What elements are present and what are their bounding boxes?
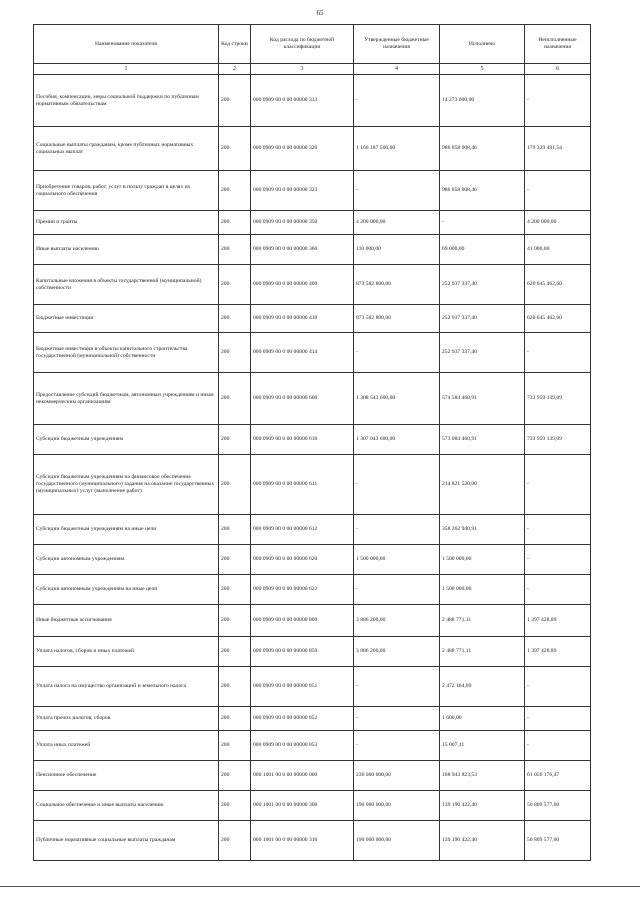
row-unexecuted: 4 200 000,00 <box>525 211 591 235</box>
table-row <box>34 515 591 545</box>
row-executed: 358 262 940,91 <box>440 515 525 545</box>
row-unexecuted: 41 000,00 <box>525 235 591 265</box>
row-name: Социальное обеспечение и иные выплаты населению <box>34 791 219 821</box>
row-approved: - <box>354 575 440 605</box>
row-approved: - <box>354 515 440 545</box>
table-row <box>34 265 591 305</box>
table-row <box>34 171 591 211</box>
row-unexecuted: - <box>525 707 591 731</box>
row-approved: - <box>354 455 440 515</box>
row-approved: 230 000 000,00 <box>354 761 440 791</box>
row-executed: 573 084 460,91 <box>440 425 525 455</box>
table-row <box>34 821 591 861</box>
row-approved: 1 307 043 600,00 <box>354 425 440 455</box>
row-name: Субсидии автономным учреждениям <box>34 545 219 575</box>
row-unexecuted: 620 645 462,60 <box>525 265 591 305</box>
row-budget-code: 000 0909 00 0 00 00000 620 <box>251 545 354 575</box>
row-line-code: 200 <box>219 667 251 707</box>
row-budget-code: 000 0909 00 0 00 00000 612 <box>251 515 354 545</box>
row-budget-code: 000 0909 00 0 00 00000 323 <box>251 171 354 211</box>
table-body <box>34 75 591 861</box>
row-executed: 69 000,00 <box>440 235 525 265</box>
row-approved: 110 000,00 <box>354 235 440 265</box>
header-line-code: Код строки <box>219 25 251 64</box>
row-executed: 168 943 823,53 <box>440 761 525 791</box>
row-name: Капитальные вложения в объекты государственной (муниципальной) собственности <box>34 265 219 305</box>
row-budget-code: 000 0909 00 0 00 00000 853 <box>251 731 354 761</box>
row-unexecuted: - <box>525 731 591 761</box>
budget-report-table <box>33 24 591 861</box>
row-name: Приобретение товаров, работ, услуг в пользу граждан в целях их социального обеспечения <box>34 171 219 211</box>
row-line-code: 200 <box>219 605 251 637</box>
table-row <box>34 667 591 707</box>
row-executed: 1 600,00 <box>440 707 525 731</box>
row-name: Субсидии бюджетным учреждениям <box>34 425 219 455</box>
table-row <box>34 605 591 637</box>
row-budget-code: 000 0909 00 0 00 00000 360 <box>251 235 354 265</box>
row-unexecuted: 1 397 428,89 <box>525 637 591 667</box>
row-name: Пенсионное обеспечение <box>34 761 219 791</box>
row-budget-code: 000 0909 00 0 00 00000 313 <box>251 75 354 127</box>
row-budget-code: 000 0909 00 0 00 00000 320 <box>251 127 354 171</box>
row-executed: 986 858 008,46 <box>440 171 525 211</box>
header-approved: Утвержденные бюджетные назначения <box>354 25 440 64</box>
row-line-code: 200 <box>219 235 251 265</box>
row-executed: 574 584 460,91 <box>440 373 525 425</box>
row-name: Пособия, компенсации, меры социальной поддержки по публичным нормативным обязательствам <box>34 75 219 127</box>
row-budget-code: 000 0909 00 0 00 00000 400 <box>251 265 354 305</box>
column-number: 6 <box>525 64 591 75</box>
row-line-code: 200 <box>219 425 251 455</box>
row-name: Субсидии автономным учреждениям на иные цели <box>34 575 219 605</box>
header-executed: Исполнено <box>440 25 525 64</box>
row-line-code: 200 <box>219 211 251 235</box>
row-budget-code: 000 1001 00 0 00 00000 310 <box>251 821 354 861</box>
column-number: 1 <box>34 64 219 75</box>
row-name: Социальные выплаты гражданам, кроме публичных нормативных социальных выплат <box>34 127 219 171</box>
row-name: Уплата иных платежей <box>34 731 219 761</box>
row-approved: - <box>354 75 440 127</box>
table-row <box>34 575 591 605</box>
header-unexecuted: Неисполненные назначения <box>525 25 591 64</box>
table-row <box>34 791 591 821</box>
row-line-code: 200 <box>219 761 251 791</box>
row-budget-code: 000 0909 00 0 00 00000 600 <box>251 373 354 425</box>
row-approved: 873 582 800,00 <box>354 265 440 305</box>
table-row <box>34 235 591 265</box>
row-unexecuted: - <box>525 667 591 707</box>
row-line-code: 200 <box>219 373 251 425</box>
column-number: 3 <box>251 64 354 75</box>
row-line-code: 200 <box>219 821 251 861</box>
table-row <box>34 425 591 455</box>
row-unexecuted: - <box>525 75 591 127</box>
row-name: Субсидии бюджетным учреждениям на иные цели <box>34 515 219 545</box>
row-line-code: 200 <box>219 75 251 127</box>
column-number: 5 <box>440 64 525 75</box>
row-executed: 2 472 164,00 <box>440 667 525 707</box>
table-row <box>34 545 591 575</box>
header-name: Наименование показателя <box>34 25 219 64</box>
table-row <box>34 373 591 425</box>
row-line-code: 200 <box>219 333 251 373</box>
row-line-code: 200 <box>219 575 251 605</box>
row-unexecuted: 61 056 176,47 <box>525 761 591 791</box>
row-name: Уплата налогов, сборов и иных платежей <box>34 637 219 667</box>
row-name: Бюджетные инвестиции <box>34 305 219 333</box>
row-unexecuted: 1 397 428,89 <box>525 605 591 637</box>
row-budget-code: 000 0909 00 0 00 00000 414 <box>251 333 354 373</box>
row-approved: 190 000 000,00 <box>354 821 440 861</box>
row-executed: 1 500 000,00 <box>440 575 525 605</box>
row-name: Предоставление субсидий бюджетным, автономным учреждениям и иным некоммерческим организациям <box>34 373 219 425</box>
row-budget-code: 000 1001 00 0 00 00000 300 <box>251 791 354 821</box>
row-budget-code: 000 0909 00 0 00 00000 850 <box>251 637 354 667</box>
row-unexecuted: 733 959 139,09 <box>525 425 591 455</box>
page-number: 65 <box>316 9 324 17</box>
row-approved: 1 166 187 500,00 <box>354 127 440 171</box>
row-executed: 214 821 520,00 <box>440 455 525 515</box>
table-row <box>34 761 591 791</box>
row-name: Премии и гранты <box>34 211 219 235</box>
row-line-code: 200 <box>219 265 251 305</box>
row-approved: 3 886 200,00 <box>354 637 440 667</box>
column-number: 4 <box>354 64 440 75</box>
row-unexecuted: - <box>525 515 591 545</box>
row-line-code: 200 <box>219 127 251 171</box>
row-executed: 986 858 008,46 <box>440 127 525 171</box>
row-executed: 2 488 771,11 <box>440 637 525 667</box>
row-unexecuted: 733 959 139,09 <box>525 373 591 425</box>
row-unexecuted: 50 809 577,60 <box>525 821 591 861</box>
row-executed: 252 937 337,40 <box>440 333 525 373</box>
row-name: Бюджетные инвестиции в объекты капитального строительства государственной (муниципальной) собственности <box>34 333 219 373</box>
row-name: Публичные нормативные социальные выплаты гражданам <box>34 821 219 861</box>
row-approved: - <box>354 731 440 761</box>
row-unexecuted: - <box>525 171 591 211</box>
row-line-code: 200 <box>219 637 251 667</box>
row-budget-code: 000 0909 00 0 00 00000 622 <box>251 575 354 605</box>
row-approved: - <box>354 667 440 707</box>
row-executed: 139 190 422,40 <box>440 791 525 821</box>
row-unexecuted: 620 645 462,60 <box>525 305 591 333</box>
row-line-code: 200 <box>219 731 251 761</box>
table-row <box>34 333 591 373</box>
row-approved: 190 000 000,00 <box>354 791 440 821</box>
row-budget-code: 000 0909 00 0 00 00000 852 <box>251 707 354 731</box>
table-row <box>34 637 591 667</box>
row-unexecuted: - <box>525 575 591 605</box>
row-executed: 252 937 337,40 <box>440 265 525 305</box>
row-name: Уплата налога на имущество организаций и земельного налога <box>34 667 219 707</box>
row-unexecuted: - <box>525 545 591 575</box>
bottom-rule <box>0 886 640 887</box>
row-executed: 15 007,11 <box>440 731 525 761</box>
row-line-code: 200 <box>219 305 251 333</box>
row-executed: 14 273 000,00 <box>440 75 525 127</box>
row-executed: 139 190 422,40 <box>440 821 525 861</box>
row-name: Субсидии бюджетным учреждениям на финансовое обеспечение государственного (муниципального) задания на оказание государственных (муниципальных) услуг (выполнение работ) <box>34 455 219 515</box>
table-row <box>34 707 591 731</box>
row-approved: - <box>354 707 440 731</box>
row-unexecuted: 179 329 491,54 <box>525 127 591 171</box>
table-row <box>34 75 591 127</box>
row-line-code: 200 <box>219 171 251 211</box>
row-name: Иные бюджетные ассигнования <box>34 605 219 637</box>
row-line-code: 200 <box>219 545 251 575</box>
row-unexecuted: - <box>525 455 591 515</box>
row-approved: 873 582 800,00 <box>354 305 440 333</box>
row-name: Уплата прочих налогов, сборов <box>34 707 219 731</box>
row-approved: - <box>354 333 440 373</box>
row-budget-code: 000 0909 00 0 00 00000 800 <box>251 605 354 637</box>
row-budget-code: 000 0909 00 0 00 00000 350 <box>251 211 354 235</box>
table-row <box>34 305 591 333</box>
table-row <box>34 731 591 761</box>
row-executed: 1 500 000,00 <box>440 545 525 575</box>
header-row <box>34 25 591 64</box>
row-budget-code: 000 0909 00 0 00 00000 851 <box>251 667 354 707</box>
column-number-row <box>34 64 591 75</box>
row-budget-code: 000 0909 00 0 00 00000 410 <box>251 305 354 333</box>
row-line-code: 200 <box>219 515 251 545</box>
row-approved: - <box>354 171 440 211</box>
row-approved: 1 500 000,00 <box>354 545 440 575</box>
table-row <box>34 211 591 235</box>
row-executed: 252 937 337,40 <box>440 305 525 333</box>
row-unexecuted: - <box>525 333 591 373</box>
header-budget-code: Код расхода по бюджетной классификации <box>251 25 354 64</box>
row-line-code: 200 <box>219 455 251 515</box>
row-executed: 2 488 771,11 <box>440 605 525 637</box>
table-row <box>34 455 591 515</box>
row-unexecuted: 50 809 577,60 <box>525 791 591 821</box>
row-line-code: 200 <box>219 707 251 731</box>
row-budget-code: 000 1001 00 0 00 00000 000 <box>251 761 354 791</box>
row-executed: - <box>440 211 525 235</box>
row-approved: 1 308 543 600,00 <box>354 373 440 425</box>
column-number: 2 <box>219 64 251 75</box>
row-approved: 4 200 000,00 <box>354 211 440 235</box>
row-approved: 3 886 200,00 <box>354 605 440 637</box>
row-name: Иные выплаты населению <box>34 235 219 265</box>
table-row <box>34 127 591 171</box>
row-budget-code: 000 0909 00 0 00 00000 610 <box>251 425 354 455</box>
row-budget-code: 000 0909 00 0 00 00000 611 <box>251 455 354 515</box>
row-line-code: 200 <box>219 791 251 821</box>
